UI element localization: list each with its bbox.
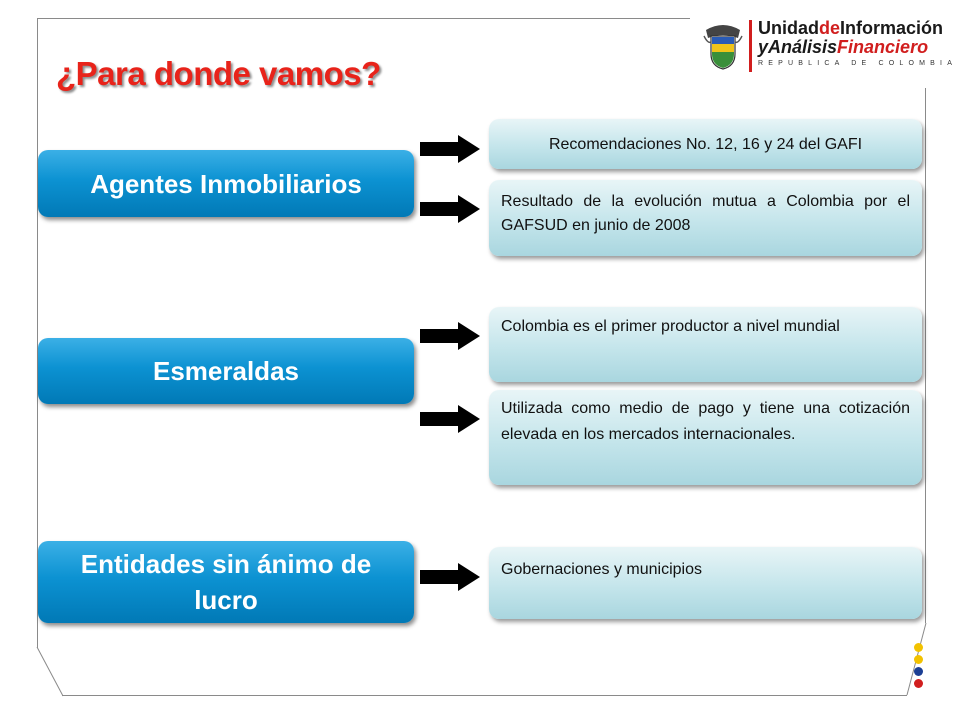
uiaf-logo (700, 18, 958, 72)
arrow-right-icon (420, 135, 480, 163)
arrow-right-icon (420, 405, 480, 433)
logo-text-line2: yAnálisisFinanciero (758, 37, 929, 57)
detail-text: Recomendaciones No. 12, 16 y 24 del GAFI (548, 135, 863, 153)
dot-blue (914, 667, 923, 676)
frame-corner-left (36, 646, 66, 698)
detail-resultado-evolucion (489, 180, 922, 256)
frame-bottom-line (62, 695, 907, 696)
category-label: Esmeraldas (153, 356, 299, 386)
category-esmeraldas (38, 338, 414, 404)
logo-subtitle: REPUBLICA DE COLOMBIA (758, 60, 958, 67)
arrow-right-icon (420, 563, 480, 591)
slide-title: ¿Para donde vamos? (56, 55, 381, 92)
decorative-dots (914, 643, 926, 691)
coat-of-arms-icon (702, 20, 744, 70)
logo-text-line1: UnidaddeInformación (758, 18, 944, 38)
detail-text: Utilizada como medio de pago y tiene una cotización elevada en los mercados internacionales. (501, 400, 910, 443)
dot-red (914, 679, 923, 688)
category-entidades-sin-animo-de-lucro (38, 541, 414, 623)
detail-text: Resultado de la evolución mutua a Colombia por el GAFSUD en junio de 2008 (501, 193, 910, 234)
dot-yellow (914, 655, 923, 664)
logo-divider (749, 20, 752, 72)
detail-text: Gobernaciones y municipios (501, 561, 702, 578)
category-label: Entidades sin ánimo de lucro (80, 549, 372, 615)
detail-text: Colombia es el primer productor a nivel mundial (501, 318, 840, 335)
detail-medio-de-pago (489, 390, 922, 485)
detail-primer-productor (489, 307, 922, 382)
frame-top-line (37, 18, 690, 19)
frame-right-line (925, 88, 926, 623)
arrow-right-icon (420, 322, 480, 350)
detail-gobernaciones (489, 547, 922, 619)
detail-recomendaciones-gafi (489, 119, 922, 169)
category-label: Agentes Inmobiliarios (90, 168, 362, 199)
category-agentes-inmobiliarios (38, 150, 414, 217)
arrow-right-icon (420, 195, 480, 223)
dot-yellow (914, 643, 923, 652)
